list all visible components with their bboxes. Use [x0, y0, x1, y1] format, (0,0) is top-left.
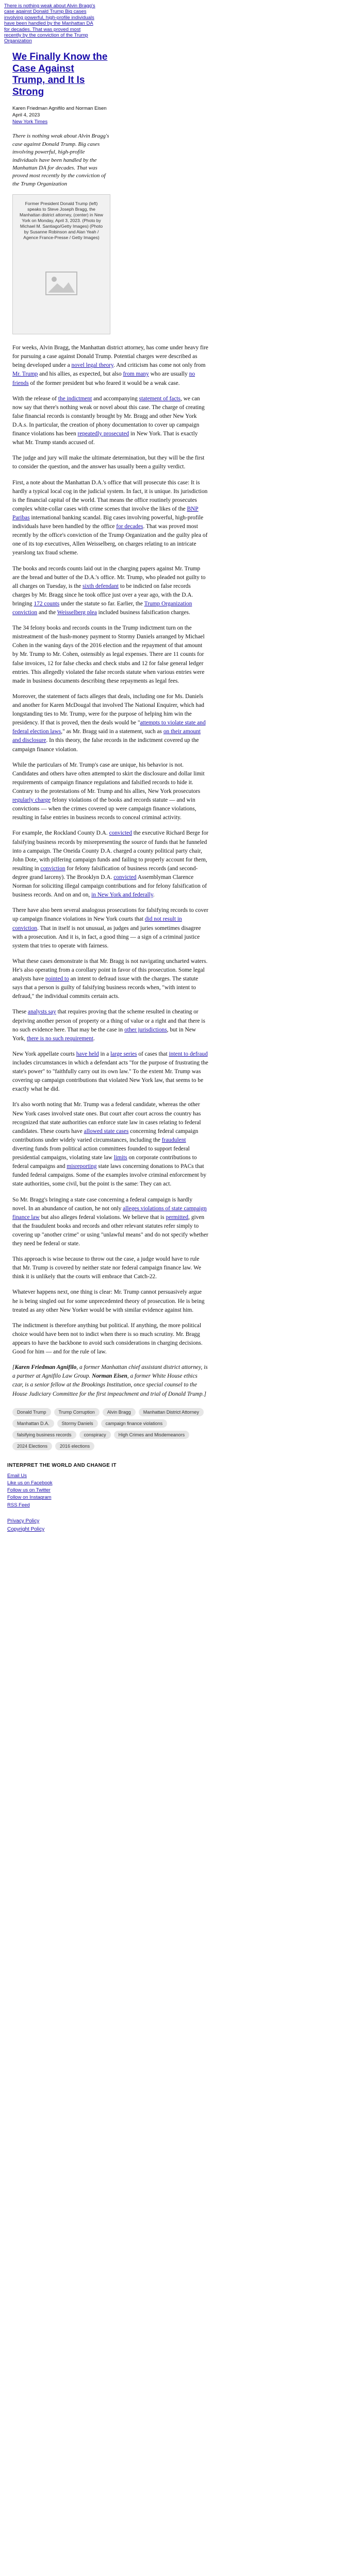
- inline-link[interactable]: the indictment: [58, 395, 92, 402]
- inline-link[interactable]: statement of facts: [139, 395, 180, 402]
- inline-link[interactable]: conviction: [40, 865, 65, 872]
- paragraph-text: state laws concerning donations to PACs that funded federal campaigns. Some of the examples involve criminal enforcement by state authorities, some civil, but the point is the same: They can act.: [12, 1163, 207, 1188]
- article-paragraph: [12, 624, 208, 686]
- inline-link[interactable]: limits: [113, 1155, 127, 1161]
- site-footer: [7, 1463, 141, 1534]
- paragraph-text: that requires proving that the scheme resulted in cheating or depriving another person of property or a thing of value or a right and that there is no such evidence here. That may be the case in: [12, 1009, 205, 1033]
- article-paragraph: [12, 692, 208, 754]
- paragraph-text: but also alleges federal violations. We believe that is: [39, 1214, 166, 1221]
- paragraph-text: of the former president but who feared it would be a weak case.: [28, 380, 180, 386]
- paragraph-text: includes circumstances in which a defendant acts "for the purpose of frustrating the state's power" to "faithfully carry out its own law." To the extent Mr. Trump was covering up campaign contributions that violated New York law, that seems to be exactly what he did.: [12, 1059, 208, 1093]
- paragraph-text: international banking scandal. Big cases involving powerful, high-profile individuals have been handled by the office: [12, 514, 204, 530]
- inline-link[interactable]: for decades: [116, 523, 143, 530]
- article-paragraph: [12, 454, 208, 471]
- tag-chip[interactable]: Manhattan District Attorney: [139, 1408, 204, 1416]
- inline-link[interactable]: there is no such requirement: [26, 1035, 94, 1042]
- tag-row: [12, 1408, 219, 1450]
- article-headline[interactable]: We Finally Know the Case Against Trump, and It Is Strong: [12, 51, 108, 98]
- author-bio-name-1: Karen Friedman Agnifilo: [14, 1364, 77, 1371]
- article-paragraph: [12, 395, 208, 448]
- paragraph-text: felony violations of the books and records statute — and win convictions — when the crimes covered up were campaign finance violations, resulting in false entries in business records to conceal criminal activity.: [12, 797, 196, 821]
- tag-chip[interactable]: Trump Corruption: [54, 1408, 100, 1416]
- publish-date: April 4, 2023: [12, 112, 40, 118]
- paragraph-text: For example, the Rockland County D.A.: [12, 830, 109, 837]
- article-paragraph: [12, 1196, 208, 1249]
- paragraph-text: included business falsification charges.: [96, 609, 190, 616]
- inline-link[interactable]: BNP Paribas: [12, 505, 199, 521]
- paragraph-text: So Mr. Bragg's bringing a state case concerning a federal campaign is hardly novel. In an abundance of caution, he not only: [12, 1196, 193, 1212]
- paragraph-text: to be indicted on false records charges by Mr. Bragg since he took office just over a year ago, with the D.A. bringing: [12, 583, 193, 607]
- paragraph-text: This approach is wise because to throw out the case, a judge would have to rule that Mr. Trump is covered by neither state nor federal campaign finance law. We think it is unlikely that the courts will embrace that Catch-22.: [12, 1256, 201, 1280]
- paragraph-text: in New York. That is exactly what Mr. Trump stands accused of.: [12, 431, 198, 446]
- paragraph-text: diverting funds from political action committees founded to support federal presidential campaigns, violating state law: [12, 1145, 190, 1161]
- paragraph-text: Assemblyman Clarence Norman for soliciting illegal campaign contributions and for felony falsification of business records. And on and on,: [12, 874, 207, 899]
- paragraph-text: an intent to defraud issue with the charges. The statute says that a person is guilty of falsifying business records when, "with intent to defraud," the individual commits certain acts.: [12, 976, 199, 1000]
- article-paragraph: [12, 1050, 208, 1094]
- copyright-policy-link[interactable]: Copyright Policy: [7, 1526, 45, 1532]
- tag-chip[interactable]: Stormy Daniels: [57, 1419, 98, 1428]
- authors: Karen Friedman Agnifilo and Norman Eisen: [12, 105, 107, 111]
- inline-link[interactable]: regularly charge: [12, 797, 51, 804]
- inline-link[interactable]: other jurisdictions: [124, 1026, 167, 1033]
- inline-link[interactable]: repeatedly prosecuted: [77, 431, 129, 437]
- article-paragraph: [12, 1321, 208, 1357]
- rss-feed-link[interactable]: RSS Feed: [7, 1502, 30, 1508]
- paragraph-text: With the release of: [12, 395, 58, 402]
- tag-chip[interactable]: falsifying business records: [12, 1431, 76, 1439]
- paragraph-text: .: [153, 892, 155, 899]
- paragraph-text: , given that the fraudulent books and records and other relevant statutes refer simply to covering up "another crime" or using "unlawful means" and do not specify whether they need be federal or state.: [12, 1214, 208, 1247]
- paragraph-text: under the statute so far. Earlier, the: [59, 600, 144, 607]
- article-paragraph: [12, 479, 208, 558]
- article-paragraph: [12, 1255, 208, 1281]
- inline-link[interactable]: pointed to: [45, 976, 69, 982]
- paragraph-text: on corporate contributions to federal campaigns and: [12, 1155, 197, 1170]
- publication-link[interactable]: New York Times: [12, 118, 48, 125]
- tag-chip[interactable]: campaign finance violations: [101, 1419, 168, 1428]
- tag-chip[interactable]: Donald Trump: [12, 1408, 51, 1416]
- article-dek: There is nothing weak about Alvin Bragg's case against Donald Trump. Big cases involving powerful, high-profile individuals have been handled by the Manhattan DA for decades. That was proved most recently by the conviction of the Trump Organization: [12, 133, 109, 187]
- article-paragraph: [12, 957, 208, 1002]
- inline-link[interactable]: sixth defendant: [83, 583, 119, 589]
- paragraph-text: in a: [99, 1050, 111, 1057]
- paragraph-text: First, a note about the Manhattan D.A.'s office that will prosecute this case: It is hardly a typical local cog in the judicial system. In fact, it is unique. Its jurisdiction is the financial capital of the world. That means the office routinely prosecutes complex white-collar cases with crime scenes that involve the likes of the: [12, 479, 208, 512]
- article-photo: [12, 194, 110, 334]
- inline-link[interactable]: fraudulent: [161, 1137, 186, 1143]
- tag-chip[interactable]: Manhattan D.A.: [12, 1419, 54, 1428]
- inline-link[interactable]: attempts to violate state and federal election laws: [12, 720, 206, 735]
- author-bio-wrap: [12, 1363, 208, 1398]
- inline-link[interactable]: alleges violations of state campaign finance law: [12, 1205, 207, 1221]
- inline-link[interactable]: analysts say: [28, 1009, 56, 1015]
- social-links: [7, 1472, 141, 1509]
- tag-chip[interactable]: 2016 elections: [55, 1442, 94, 1450]
- paragraph-text: , but in New York,: [12, 1026, 196, 1042]
- inline-link[interactable]: large series: [110, 1050, 137, 1057]
- article-header: [12, 52, 109, 334]
- paragraph-text: . That was proved most recently by the office's conviction of the Trump Organization and the guilty plea of one of its top executives, Allen Weisselberg, on charges relating to an intricate yearslong tax fraud scheme.: [12, 523, 208, 556]
- email-us-link[interactable]: Email Us: [7, 1472, 27, 1479]
- paragraph-text: and accompanying: [92, 395, 139, 402]
- inline-link[interactable]: allowed state cases: [84, 1128, 129, 1134]
- paragraph-text: These: [12, 1009, 28, 1015]
- paragraph-text: concerning federal campaign contributions under widely varied circumstances, including the: [12, 1128, 199, 1143]
- author-bio-text-1: , a former Manhattan chief assistant district attorney, is a partner at Agnifilo Law Group.: [12, 1364, 208, 1380]
- paragraph-text: Whatever happens next, one thing is clear: Mr. Trump cannot persuasively argue he is being singled out for some unprecedented theory of prosecution. He is being treated as any other New Yorker would be with similar evidence against him.: [12, 1289, 205, 1313]
- footer-title: INTERPRET THE WORLD AND CHANGE IT: [7, 1462, 117, 1468]
- tag-chip[interactable]: High Crimes and Misdemeanors: [114, 1431, 190, 1439]
- paragraph-text: . In this theory, the false records in the indictment covered up the campaign finance violation.: [12, 737, 199, 753]
- inline-link[interactable]: novel legal theory: [71, 362, 113, 369]
- inline-link[interactable]: misreporting: [67, 1163, 97, 1170]
- article-paragraph: [12, 906, 208, 951]
- article-paragraph: [12, 1100, 208, 1189]
- facebook-link[interactable]: Like us on Facebook: [7, 1480, 53, 1486]
- photo-caption: Former President Donald Trump (left) speaks to Steve Joseph Bragg, the Manhattan district attorney, (center) in New York on Monday, April 3, 2023. (Photo by Michael M. Santiago/Getty Images) (Photo by Susanne Robinson and Alan Yeah / Agence France-Presse / Getty Images): [20, 201, 103, 241]
- inline-link[interactable]: intent to defraud: [169, 1050, 208, 1057]
- paragraph-text: . That in itself is not unusual, as judges and juries sometimes disagree with a prosecution. And it is, in fact, a good thing — a sign of a criminal justice system that tries to operate with fairness.: [12, 925, 201, 949]
- paragraph-text: .: [93, 1035, 95, 1042]
- tag-chip[interactable]: 2024 Elections: [12, 1442, 52, 1450]
- paragraph-text: The books and records counts laid out in the charging papers against Mr. Trump are the bread and butter of the D.A.'s office. Mr. Trump, who pleaded not guilty to all charges on Tuesday, is the: [12, 565, 206, 589]
- inline-link[interactable]: no friends: [12, 371, 195, 386]
- paragraph-text: for felony falsification of business records (and second-degree grand larceny). The Brooklyn D.A.: [12, 865, 198, 880]
- inline-link[interactable]: convicted: [109, 830, 132, 837]
- paragraph-text: The judge and jury will make the ultimate determination, but they will be the first to consider the question, and the answer has usually been a guilty verdict.: [12, 455, 205, 470]
- paragraph-text: New York appellate courts: [12, 1050, 76, 1057]
- paragraph-text: There have also been several analogous prosecutions for falsifying records to cover up campaign finance violations in New York courts that: [12, 907, 208, 923]
- inline-link[interactable]: Weisselberg plea: [57, 609, 97, 616]
- tag-list: [12, 1408, 219, 1450]
- inline-link[interactable]: Trump Organization conviction: [12, 600, 192, 616]
- policy-links: [7, 1517, 141, 1534]
- paragraph-text: What these cases demonstrate is that Mr. Bragg is not navigating uncharted waters. He's also operating from a corollary point in favor of this prosecution. Some legal analysts have: [12, 958, 208, 982]
- teaser-link[interactable]: There is nothing weak about Alvin Bragg's case against Donald Trump Big cases involving powerful, high-profile individuals have been handled by the Manhattan DA for decades. That was proved most recently by the conviction of the Trump Organization: [4, 3, 95, 44]
- paragraph-text: who are usually: [149, 371, 189, 378]
- paragraph-text: and the: [37, 609, 57, 616]
- article-paragraph: [12, 761, 208, 823]
- article-paragraph: [12, 565, 208, 618]
- privacy-policy-link[interactable]: Privacy Policy: [7, 1518, 40, 1524]
- paragraph-text: ," as Mr. Bragg said in a statement, such as: [61, 728, 163, 735]
- inline-link[interactable]: in New York and federally: [91, 892, 153, 899]
- inline-link[interactable]: have held: [76, 1050, 99, 1057]
- inline-link[interactable]: from many: [123, 371, 149, 378]
- tag-chip[interactable]: Alvin Bragg: [103, 1408, 136, 1416]
- article-body: [12, 344, 208, 1357]
- article-paragraph: [12, 829, 208, 900]
- page: [0, 3, 361, 1554]
- paragraph-text: , we can now say that there's nothing weak or novel about this case. The charge of creating false financial records is constantly brought by Mr. Bragg and other New York D.A.s. In particular, the creation of phony documentation to cover up campaign finance violations has been: [12, 395, 205, 437]
- author-bio-text-2: , a former White House ethics czar, is a senior fellow at the Brookings Institution, once special counsel to the House Judiciary Committee for the first impeachment and trial of Donald Trump.: [12, 1373, 204, 1397]
- byline: [12, 106, 109, 125]
- article-paragraph: [12, 344, 208, 388]
- bottom-spacer: [0, 1534, 361, 1554]
- paragraph-text: While the particulars of Mr. Trump's case are unique, his behavior is not. Candidates and others have often attempted to skirt the disclosure and dollar limit requirements of campaign finance regulations and falsified records to hide it. Contrary to the protestations of Mr. Trump and his allies, New York prosecutors: [12, 761, 205, 795]
- inline-link[interactable]: did not result in conviction: [12, 916, 182, 931]
- paragraph-text: It's also worth noting that Mr. Trump was a federal candidate, whereas the other New York cases involved state ones. But court after court across the country has recognized that state authorities can enforce state law in cases relating to federal candidates. These courts have: [12, 1101, 201, 1134]
- paragraph-text: The 34 felony books and records counts in the Trump indictment turn on the mistreatment of the hush-money payment to Stormy Daniels arranged by Michael Cohen in the waning days of the 2016 election and the repayment of that amount by Mr. Trump to Mr. Cohen, ostensibly as legal expenses. There are 11 counts for false invoices, 12 for false checks and check stubs and 12 for false general ledger entries. This allegedly violated the false records statute when various entries were made in business documents describing these repayments as legal fees.: [12, 625, 205, 684]
- inline-link[interactable]: 172 counts: [34, 600, 60, 607]
- paragraph-text: and his allies, as expected, but also: [38, 371, 123, 378]
- inline-link[interactable]: Mr. Trump: [12, 371, 38, 378]
- twitter-link[interactable]: Follow us on Twitter: [7, 1487, 51, 1494]
- author-bio-name-2: Norman Eisen: [92, 1373, 127, 1380]
- paragraph-text: Moreover, the statement of facts alleges that deals, including one for Ms. Daniels and another for Karen McDougal that involved The National Enquirer, which had longstanding ties to Mr. Trump, were for the purpose of helping him win the presidency. If that is proved, then the deals would be ": [12, 693, 204, 726]
- inline-link[interactable]: permitted: [166, 1214, 189, 1221]
- article-paragraph: [12, 1008, 208, 1043]
- inline-link[interactable]: convicted: [113, 874, 137, 880]
- paragraph-text: . And criticism has come not only from: [113, 362, 206, 369]
- author-bio: [Karen Friedman Agnifilo, a former Manhattan chief assistant district attorney, is a partner at Agnifilo Law Group. Norman Eisen, a former White House ethics czar, is a senior fellow at the Brookings Institution, once special counsel to the House Judiciary Committee for the first impeachment and trial of Donald Trump.]: [12, 1364, 208, 1397]
- paragraph-text: The indictment is therefore anything but political. If anything, the more political choice would have been not to indict when there is so much scrutiny. Mr. Bragg appears to have the backbone to avoid such considerations in charging decisions. Good for him — and for the rule of law.: [12, 1322, 203, 1355]
- tag-chip[interactable]: conspiracy: [79, 1431, 111, 1439]
- inline-link[interactable]: on their amount and disclosure: [12, 728, 201, 744]
- paragraph-text: For weeks, Alvin Bragg, the Manhattan district attorney, has come under heavy fire for pursuing a case against Donald Trump. Potential charges were described as being developed under a: [12, 345, 208, 369]
- paragraph-text: the executive Richard Berge for falsifying business records by misrepresenting the source of funds that he funneled into a campaign. The Oneida County D.A. charged a county political party chair, John Dote, with pilfering campaign funds and failing to properly account for them, resulting in: [12, 830, 209, 872]
- instagram-link[interactable]: Follow on Instagram: [7, 1495, 52, 1501]
- paragraph-text: of cases that: [137, 1050, 169, 1057]
- article-paragraph: [12, 1288, 208, 1314]
